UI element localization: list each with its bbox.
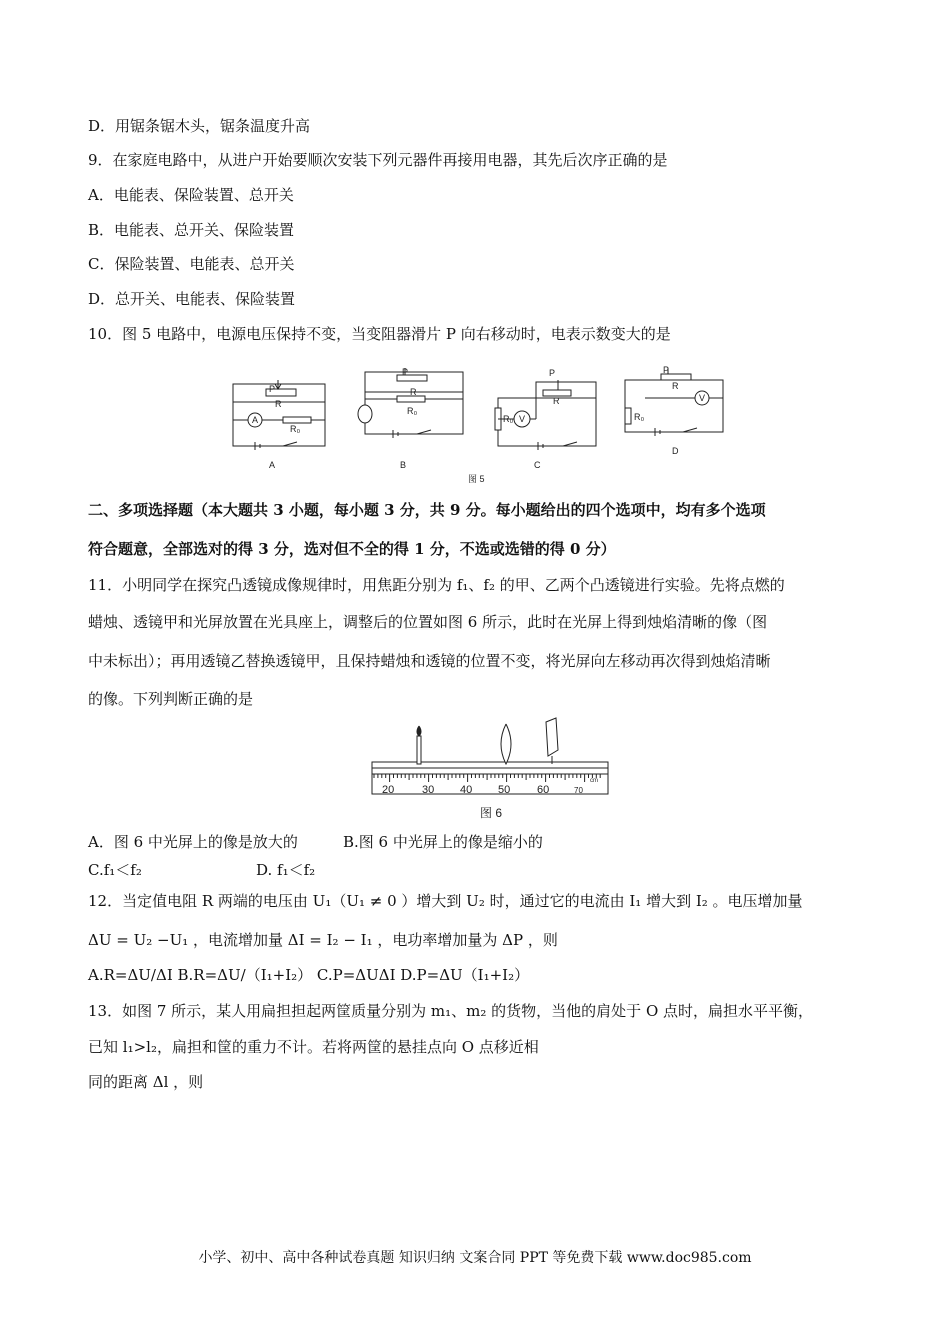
circuit-b-r0-label: R₀ (407, 406, 418, 416)
circuit-a (233, 380, 325, 450)
circuit-c-slider-label: P (549, 368, 556, 378)
circuit-b-label: B (400, 460, 407, 470)
circuit-c-resistor-label: R (553, 396, 560, 406)
circuit-d-voltmeter-label: V (699, 393, 706, 403)
circuit-b (358, 368, 463, 438)
q11-stem-line4: 的像。下列判断正确的是 (88, 690, 254, 708)
figure-6-caption: 图 6 (480, 806, 503, 820)
circuit-a-r0-label: R₀ (290, 424, 301, 434)
q10-stem: 10．图 5 电路中，电源电压保持不变，当变阻器滑片 P 向右移动时，电表示数变大的是 (88, 325, 671, 343)
q13-stem-line3: 同的距离 Δl ，则 (88, 1073, 204, 1091)
q9-option-d: D．总开关、电能表、保险装置 (88, 290, 296, 308)
circuit-c-voltmeter-label: V (519, 414, 526, 424)
section2-heading-line1: 二、多项选择题（本大题共 3 小题，每小题 3 分，共 9 分。每小题给出的四个选项中，均有多个选项 (88, 501, 766, 519)
circuit-a-label: A (269, 460, 276, 470)
q9-option-a: A．电能表、保险装置、总开关 (88, 186, 294, 204)
q11-option-d: D. f₁＜f₂ (256, 861, 316, 879)
tick-label-70: 70 (574, 786, 583, 795)
q13-stem-line2: 已知 l₁>l₂，扁担和筐的重力不计。若将两筐的悬挂点向 O 点移近相 (88, 1038, 539, 1056)
tick-label-20: 20 (382, 784, 395, 796)
q11-stem-line2: 蜡烛、透镜甲和光屏放置在光具座上，调整后的位置如图 6 所示，此时在光屏上得到烛焰清晰的像（图 (88, 613, 768, 631)
tick-label-30: 30 (422, 784, 435, 796)
q12-stem-line2: ΔU = U₂ −U₁ ，电流增加量 ΔI = I₂ − I₁ ，电功率增加量为 ΔP ，则 (88, 931, 558, 949)
q8-option-d: D．用锯条锯木头，锯条温度升高 (88, 117, 311, 135)
tick-label-60: 60 (537, 784, 550, 796)
circuit-d-resistor-label: R (672, 381, 679, 391)
footer-text: 小学、初中、高中各种试卷真题 知识归纳 文案合同 PPT 等免费下载 www.doc985.com (198, 1250, 752, 1266)
q9-option-b: B．电能表、总开关、保险装置 (88, 221, 295, 239)
q11-stem-line3: 中未标出）；再用透镜乙替换透镜甲，且保持蜡烛和透镜的位置不变，将光屏向左移动再次得到烛焰清晰 (88, 652, 771, 670)
circuit-d-slider-label: P (663, 365, 670, 375)
q11-option-a: A．图 6 中光屏上的像是放大的 (88, 833, 298, 851)
bench-unit: cm (590, 778, 598, 784)
circuit-c-r0-label: R₀ (503, 414, 514, 424)
circuit-a-resistor-label: R (275, 399, 282, 409)
circuit-b-resistor-label: R (410, 387, 417, 397)
figure-5-caption: 图 5 (468, 474, 485, 484)
tick-label-40: 40 (460, 784, 473, 796)
q11-option-c: C.f₁＜f₂ (88, 861, 142, 879)
q12-options: A.R=ΔU/ΔI B.R=ΔU/（I₁+I₂） C.P=ΔUΔI D.P=ΔU（I₁+I₂） (88, 966, 530, 984)
q9-stem: 9．在家庭电路中，从进户开始要顺次安装下列元器件再接用电器，其先后次序正确的是 (88, 151, 668, 169)
q11-option-b: B.图 6 中光屏上的像是缩小的 (343, 833, 543, 851)
figure-6-optical-bench (370, 716, 610, 822)
tick-label-50: 50 (498, 784, 511, 796)
ammeter-label: A (252, 415, 259, 425)
q13-stem-line1: 13．如图 7 所示，某人用扁担担起两筐质量分别为 m₁、m₂ 的货物，当他的肩处于 O 点时，扁担水平平衡， (88, 1002, 814, 1020)
figure-5-circuits (225, 362, 735, 488)
circuit-d-label: D (672, 446, 679, 456)
q9-option-c: C．保险装置、电能表、总开关 (88, 255, 295, 273)
circuit-d (625, 368, 723, 436)
q11-stem-line1: 11．小明同学在探究凸透镜成像规律时，用焦距分别为 f₁、f₂ 的甲、乙两个凸透镜进行实验。先将点燃的 (88, 576, 785, 594)
circuit-c-label: C (534, 460, 541, 470)
q12-stem-line1: 12．当定值电阻 R 两端的电压由 U₁（U₁ ≠ 0 ）增大到 U₂ 时，通过它的电流由 I₁ 增大到 I₂ 。电压增加量 (88, 892, 803, 910)
circuit-d-r0-label: R₀ (634, 412, 645, 422)
circuit-b-slider-label: P (402, 367, 409, 377)
section2-heading-line2: 符合题意，全部选对的得 3 分，选对但不全的得 1 分，不选或选错的得 0 分） (88, 540, 616, 558)
circuit-a-slider-label: P (269, 384, 276, 394)
